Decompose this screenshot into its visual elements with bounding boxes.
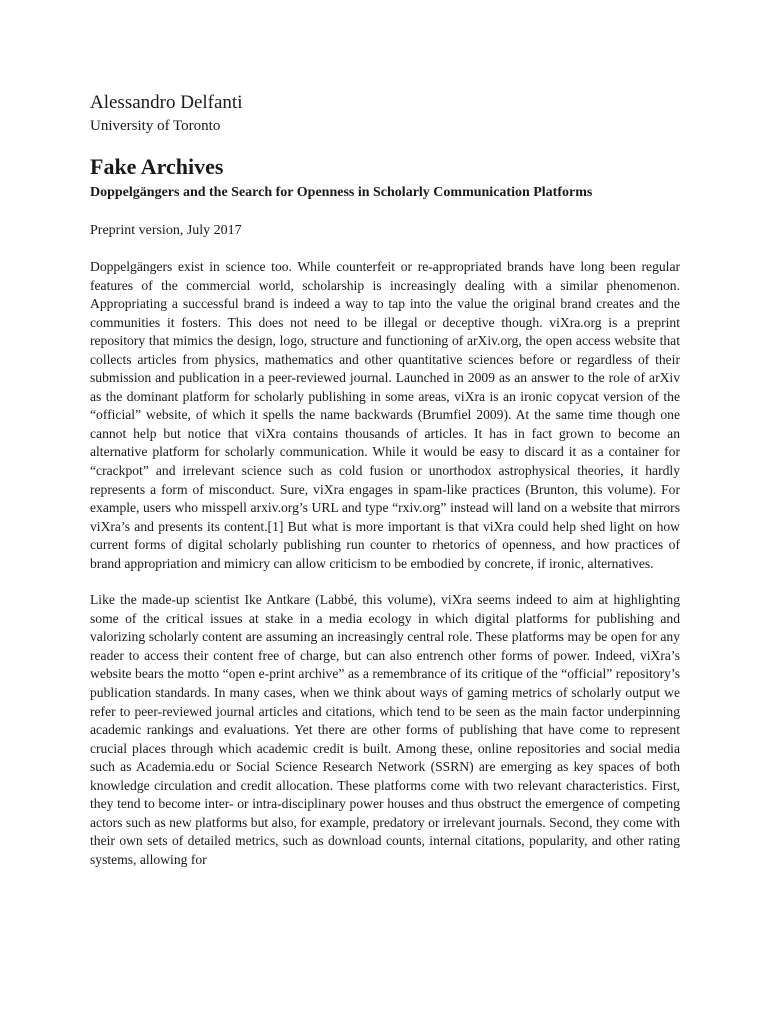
author-affiliation: University of Toronto: [90, 118, 221, 134]
author-name: Alessandro Delfanti: [90, 92, 243, 113]
body-paragraph-2: Like the made-up scientist Ike Antkare (Labbé, this volume), viXra seems indeed to aim at highlighting some of the critical issues at stake in a media ecology in which digital platforms for publishing and valorizing scholarly content are assuming an increasingly central role. These platforms may be open for any reader to access their content free of charge, but can also entrench other forms of power. Indeed, viXra’s website bears the motto “open e-print archive” as a remembrance of its critique of the “official” repository’s publication standards. In many cases, when we think about ways of gaming metrics of scholarly output we refer to peer-reviewed journal articles and citations, which tend to be seen as the main factor underpinning academic rankings and evaluations. Yet there are other forms of publishing that have come to represent crucial places through which academic credit is built. Among these, online repositories and social media such as Academia.edu or Social Science Research Network (SSRN) are emerging as key spaces of both knowledge circulation and credit allocation. These platforms come with two relevant characteristics. First, they tend to become inter- or intra-disciplinary power houses and thus obstruct the emergence of competing actors such as new platforms but also, for example, predatory or irrelevant journals. Second, they come with their own sets of detailed metrics, such as download counts, internal citations, popularity, and other rating systems, allowing for: [90, 592, 680, 867]
version-note: Preprint version, July 2017: [90, 223, 242, 238]
body-paragraph-1: Doppelgängers exist in science too. While counterfeit or re-appropriated brands have long been regular features of the commercial world, scholarship is increasingly dealing with a similar phenomenon. Appropriating a successful brand is indeed a way to tap into the value the original brand creates and the communities it fosters. This does not need to be illegal or deceptive though. viXra.org is a preprint repository that mimics the design, logo, structure and functioning of arXiv.org, the open access website that collects articles from physics, mathematics and other quantitative sciences before or regardless of their submission and publication in a peer-reviewed journal. Launched in 2009 as an answer to the role of arXiv as the dominant platform for scholarly publishing in some areas, viXra is an ironic copycat version of the “official” website, of which it spells the name backwards (Brumfiel 2009). At the same time though one cannot help but notice that viXra contains thousands of articles. It has in fact grown to become an alternative platform for scholarly communication. While it would be easy to discard it as a container for “crackpot” and irrelevant science such as cold fusion or unorthodox astrophysical theories, it hardly represents a form of misconduct. Sure, viXra engages in spam-like practices (Brunton, this volume). For example, users who misspell arxiv.org’s URL and type “rxiv.org” instead will land on a website that mirrors viXra’s and presents its content.[1] But what is more important is that viXra could help shed light on how current forms of digital scholarly publishing run counter to rhetorics of openness, and how practices of brand appropriation and mimicry can allow criticism to be embodied by concrete, if ironic, alternatives.: [90, 259, 680, 571]
paper-subtitle: Doppelgängers and the Search for Openness in Scholarly Communication Platforms: [90, 185, 593, 200]
paper-title: Fake Archives: [90, 154, 224, 179]
document-page: [90, 92, 680, 870]
